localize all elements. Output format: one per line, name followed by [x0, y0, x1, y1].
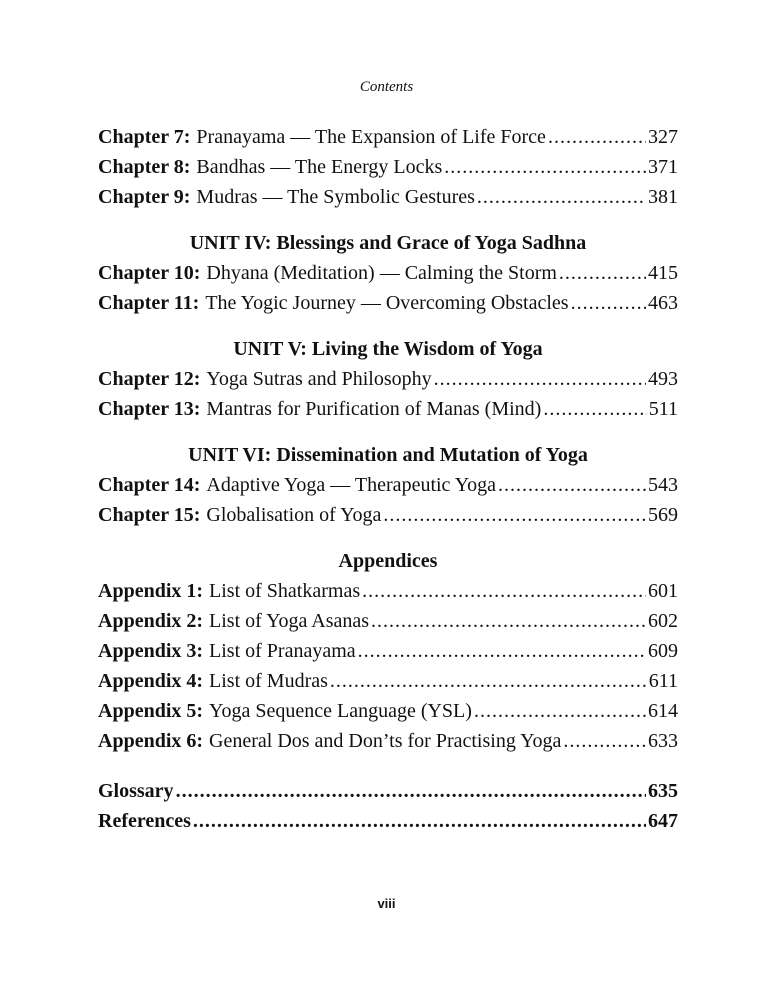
entry-title: Dhyana (Meditation) — Calming the Storm	[206, 262, 557, 284]
dot-leader	[383, 500, 646, 530]
entry-title: General Dos and Don’ts for Practising Yoga	[209, 730, 562, 752]
entry-label: Chapter 15:	[98, 504, 201, 526]
entry-label: Appendix 5:	[98, 700, 204, 722]
entry-title: Mudras — The Symbolic Gestures	[196, 186, 475, 208]
entry-label: Chapter 14:	[98, 474, 201, 496]
entry-page: 633	[648, 730, 678, 752]
dot-leader	[571, 288, 646, 318]
entry-page: 601	[648, 580, 678, 602]
dot-leader	[474, 696, 646, 726]
entry-label: Appendix 1:	[98, 580, 204, 602]
entry-page: 609	[648, 640, 678, 662]
entry-label: Chapter 7:	[98, 126, 191, 148]
entry-title: List of Yoga Asanas	[209, 610, 370, 632]
entry-title: Globalisation of Yoga	[206, 504, 382, 526]
dot-leader	[543, 394, 646, 424]
entry-label: Chapter 12:	[98, 368, 201, 390]
table-of-contents	[98, 122, 678, 836]
entry-title: Mantras for Purification of Manas (Mind)	[206, 398, 542, 420]
spacer	[98, 756, 678, 776]
toc-entry	[98, 666, 678, 696]
toc-entry	[98, 500, 678, 530]
unit-heading: UNIT IV: Blessings and Grace of Yoga Sadhna	[189, 232, 587, 254]
entry-label: Chapter 10:	[98, 262, 201, 284]
entry-page: 543	[648, 474, 678, 496]
entry-page: 647	[648, 810, 678, 832]
toc-entry	[98, 696, 678, 726]
dot-leader	[362, 576, 646, 606]
dot-leader	[498, 470, 646, 500]
entry-title: List of Mudras	[209, 670, 328, 692]
running-head: Contents	[359, 79, 414, 95]
entry-label: Appendix 4:	[98, 670, 204, 692]
entry-page: 415	[648, 262, 678, 284]
entry-label: Appendix 3:	[98, 640, 204, 662]
entry-page: 602	[648, 610, 678, 632]
dot-leader	[358, 636, 646, 666]
entry-page: 371	[648, 156, 678, 178]
entry-label: Chapter 11:	[98, 292, 200, 314]
entry-title: The Yogic Journey — Overcoming Obstacles	[205, 292, 569, 314]
entry-label: Appendix 2:	[98, 610, 204, 632]
toc-entry	[98, 288, 678, 318]
toc-entry	[98, 606, 678, 636]
entry-label: Chapter 9:	[98, 186, 191, 208]
entry-title: Yoga Sutras and Philosophy	[206, 368, 432, 390]
dot-leader	[193, 806, 646, 836]
entry-page: 511	[648, 398, 678, 420]
entry-title: Pranayama — The Expansion of Life Force	[196, 126, 546, 148]
entry-page: 611	[648, 670, 678, 692]
dot-leader	[371, 606, 646, 636]
dot-leader	[176, 776, 646, 806]
toc-entry	[98, 182, 678, 212]
dot-leader	[330, 666, 647, 696]
entry-label: Appendix 6:	[98, 730, 204, 752]
entry-page: 614	[648, 700, 678, 722]
toc-entry-references	[98, 806, 678, 836]
entry-label: Glossary	[98, 780, 174, 802]
entry-title: Yoga Sequence Language (YSL)	[209, 700, 472, 722]
toc-entry	[98, 258, 678, 288]
toc-entry	[98, 122, 678, 152]
toc-entry	[98, 470, 678, 500]
entry-page: 463	[648, 292, 678, 314]
toc-entry	[98, 152, 678, 182]
entry-page: 569	[648, 504, 678, 526]
entry-title: List of Shatkarmas	[209, 580, 361, 602]
dot-leader	[563, 726, 646, 756]
entry-page: 381	[648, 186, 678, 208]
dot-leader	[444, 152, 646, 182]
toc-entry-glossary	[98, 776, 678, 806]
toc-entry	[98, 576, 678, 606]
appendices-heading: Appendices	[338, 550, 438, 572]
unit-heading: UNIT VI: Dissemination and Mutation of Yoga	[188, 444, 588, 466]
entry-page: 635	[648, 780, 678, 802]
entry-title: Adaptive Yoga — Therapeutic Yoga	[206, 474, 497, 496]
entry-label: Chapter 8:	[98, 156, 191, 178]
toc-entry	[98, 726, 678, 756]
dot-leader	[559, 258, 646, 288]
toc-entry	[98, 394, 678, 424]
dot-leader	[434, 364, 646, 394]
entry-title: Bandhas — The Energy Locks	[196, 156, 443, 178]
entry-label: Chapter 13:	[98, 398, 201, 420]
entry-title: List of Pranayama	[209, 640, 356, 662]
entry-label: References	[98, 810, 191, 832]
page-number: viii	[377, 896, 396, 911]
toc-entry	[98, 364, 678, 394]
entry-page: 327	[648, 126, 678, 148]
dot-leader	[548, 122, 646, 152]
dot-leader	[477, 182, 646, 212]
toc-entry	[98, 636, 678, 666]
entry-page: 493	[648, 368, 678, 390]
unit-heading: UNIT V: Living the Wisdom of Yoga	[233, 338, 543, 360]
